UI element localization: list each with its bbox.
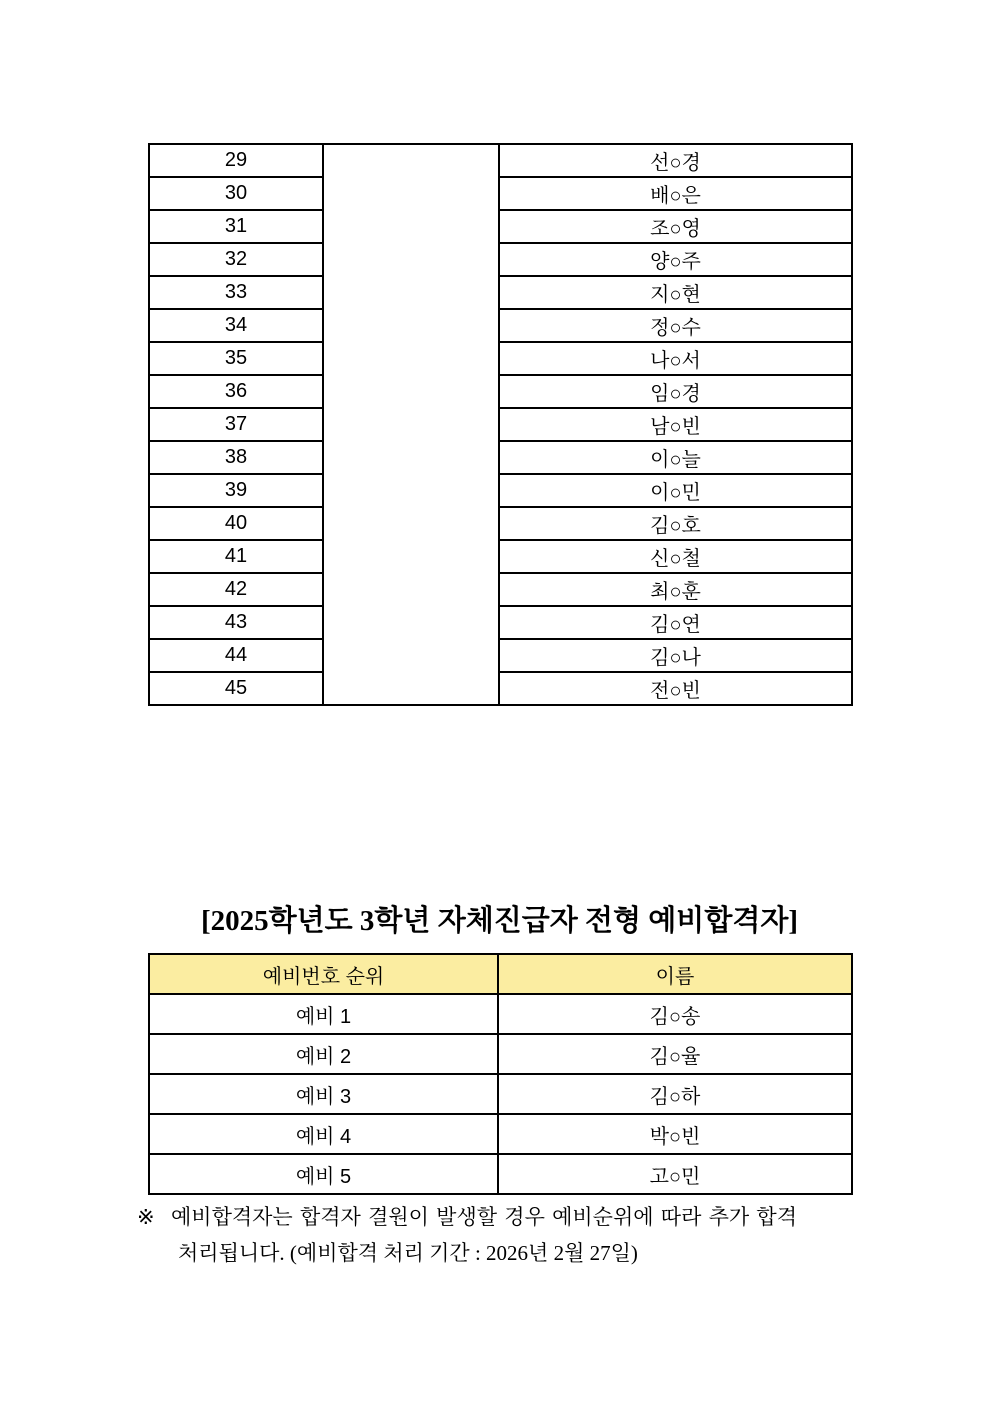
row-number: 44 [149,639,323,672]
table-row [149,144,852,177]
row-number: 45 [149,672,323,705]
masked-name: 배○은 [499,177,852,210]
table-row [149,573,852,606]
masked-name: 김○송 [498,994,852,1034]
row-number: 41 [149,540,323,573]
table-row [149,408,852,441]
row-number: 29 [149,144,323,177]
table-row [149,243,852,276]
row-number: 43 [149,606,323,639]
row-number: 39 [149,474,323,507]
footnote-line-2: 처리됩니다. (예비합격 처리 기간 : 2026년 2월 27일) [178,1241,638,1265]
table-row [149,441,852,474]
masked-name: 임○경 [499,375,852,408]
waitlist-rank: 예비 5 [149,1154,498,1194]
table-header-row [149,954,852,994]
row-number: 40 [149,507,323,540]
masked-name: 양○주 [499,243,852,276]
row-number: 36 [149,375,323,408]
row-number: 34 [149,309,323,342]
header-name: 이름 [498,954,852,994]
masked-name: 김○나 [499,639,852,672]
row-number: 30 [149,177,323,210]
waitlist-rank: 예비 3 [149,1074,498,1114]
masked-name: 최○훈 [499,573,852,606]
row-number: 31 [149,210,323,243]
table-row [149,276,852,309]
table-row [149,540,852,573]
table-row [149,1074,852,1114]
masked-name: 조○영 [499,210,852,243]
masked-name: 김○연 [499,606,852,639]
table-row [149,309,852,342]
table-row [149,639,852,672]
masked-name: 김○율 [498,1034,852,1074]
table-row [149,606,852,639]
masked-name: 나○서 [499,342,852,375]
row-number: 32 [149,243,323,276]
table-row [149,507,852,540]
merged-empty-cell [323,144,499,705]
table-row [149,672,852,705]
masked-name: 김○호 [499,507,852,540]
waitlist-rank: 예비 4 [149,1114,498,1154]
masked-name: 고○민 [498,1154,852,1194]
waitlist-rank: 예비 2 [149,1034,498,1074]
table-row [149,177,852,210]
masked-name: 선○경 [499,144,852,177]
table-row [149,342,852,375]
masked-name: 박○빈 [498,1114,852,1154]
waitlist-rank: 예비 1 [149,994,498,1034]
reference-mark: ※ [137,1205,155,1229]
pass-list-table [148,143,853,706]
masked-name: 이○늘 [499,441,852,474]
footnote-line-1: 예비합격자는 합격자 결원이 발생할 경우 예비순위에 따라 추가 합격 [171,1205,797,1229]
table-row [149,210,852,243]
footnote [137,1199,817,1271]
waitlist-table [148,953,853,1195]
table-row [149,375,852,408]
table-row [149,994,852,1034]
table-row [149,1034,852,1074]
masked-name: 이○민 [499,474,852,507]
row-number: 37 [149,408,323,441]
masked-name: 남○빈 [499,408,852,441]
section-title: [2025학년도 3학년 자체진급자 전형 예비합격자] [200,905,799,937]
table-row [149,1114,852,1154]
row-number: 33 [149,276,323,309]
masked-name: 김○하 [498,1074,852,1114]
masked-name: 지○현 [499,276,852,309]
table-row [149,474,852,507]
masked-name: 신○철 [499,540,852,573]
table-row [149,1154,852,1194]
masked-name: 전○빈 [499,672,852,705]
row-number: 38 [149,441,323,474]
row-number: 42 [149,573,323,606]
row-number: 35 [149,342,323,375]
masked-name: 정○수 [499,309,852,342]
header-rank: 예비번호 순위 [149,954,498,994]
